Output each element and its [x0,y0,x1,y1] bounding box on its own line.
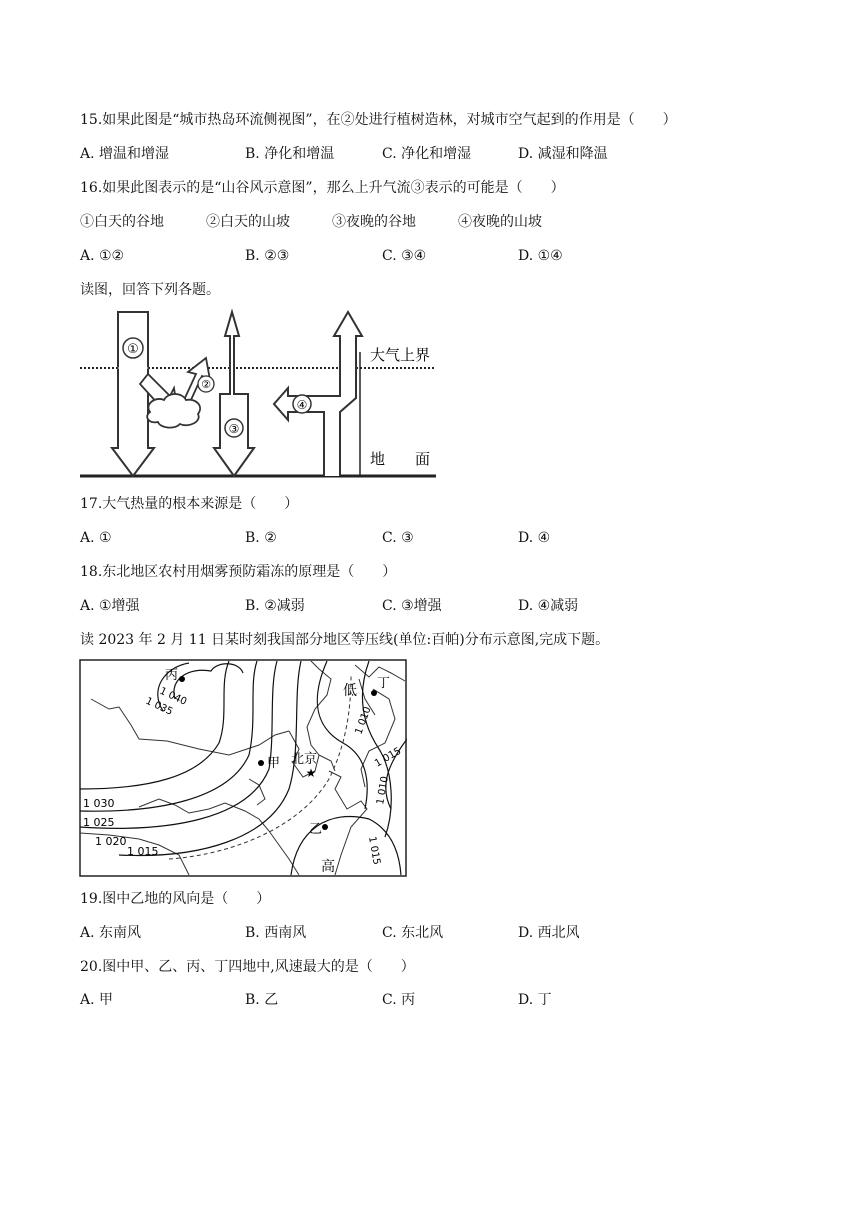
atmosphere-heating-diagram [78,308,440,480]
q19-option-a[interactable]: A. 东南风 [80,925,142,941]
isobar-label-1015-east: 1 015 [373,745,404,770]
arrow-2-label: ② [201,378,211,391]
isobar-map [79,659,407,877]
question-18-options [80,596,780,616]
q15-option-d[interactable]: D. 减湿和降温 [518,146,608,162]
isobar-label-1015-west: 1 015 [127,845,159,858]
isobar-label-1025: 1 025 [83,816,115,829]
q17-option-d[interactable]: D. ④ [518,530,551,546]
q17-option-c[interactable]: C. ③ [382,530,414,546]
question-20-options [80,990,780,1010]
question-19-stem: 19.图中乙地的风向是（ ） [80,891,271,907]
question-16-stem: 16.如果此图表示的是“山谷风示意图”，那么上升气流③表示的可能是（ ） [80,180,565,196]
q15-option-b[interactable]: B. 净化和增温 [245,146,335,162]
question-19-options [80,923,780,943]
place-yi: 乙 [309,822,323,837]
question-17-stem: 17.大气热量的根本来源是（ ） [80,496,299,512]
q19-option-c[interactable]: C. 东北风 [382,925,444,941]
arrow-1-solar-radiation [112,312,154,476]
upper-boundary-label: 大气上界 [370,346,431,364]
q18-option-c[interactable]: C. ③增强 [382,598,442,614]
arrow-4-label: ④ [296,398,308,412]
q17-option-b[interactable]: B. ② [245,530,277,546]
question-20-stem: 20.图中甲、乙、丙、丁四地中,风速最大的是（ ） [80,959,415,975]
low-pressure-center: 低 [343,683,357,699]
arrow-1-label: ① [127,342,139,357]
isobar-label-1040: 1 040 [157,685,189,708]
place-ding: 丁 [377,676,391,691]
point-bing-marker [179,676,185,682]
q16-option-d[interactable]: D. ①④ [518,248,563,264]
arrow-3-label: ③ [228,422,240,436]
question-16-choices: ①白天的谷地 ②白天的山坡 ③夜晚的谷地 ④夜晚的山坡 [80,214,542,230]
question-18-stem: 18.东北地区农村用烟雾预防霜冻的原理是（ ） [80,564,397,580]
question-15-options [80,144,780,164]
question-17-options [80,528,780,548]
arrow-3-counter-radiation [214,312,254,476]
isobar-label-1010-north: 1 010 [353,705,374,737]
q19-option-d[interactable]: D. 西北风 [518,925,580,941]
point-yi-marker [322,824,328,830]
ground-label: 地 面 [370,450,431,468]
q17-option-a[interactable]: A. ① [80,530,112,546]
cloud-icon [147,394,200,428]
q16-option-c[interactable]: C. ③④ [382,248,427,264]
q18-option-d[interactable]: D. ④减弱 [518,598,579,614]
q20-option-b[interactable]: B. 乙 [245,992,279,1008]
high-pressure-center: 高 [321,859,335,875]
question-15-stem: 15.如果此图是“城市热岛环流侧视图”，在②处进行植树造林，对城市空气起到的作用是（ ） [80,112,677,128]
isobar-label-1015-south: 1 015 [366,835,382,866]
q16-option-b[interactable]: B. ②③ [245,248,290,264]
q18-option-a[interactable]: A. ①增强 [80,598,140,614]
point-jia-marker [258,760,264,766]
q20-option-a[interactable]: A. 甲 [80,992,114,1008]
arrow-4-ground-radiation [274,312,362,476]
isobar-label-1035: 1 035 [143,695,175,718]
q15-option-a[interactable]: A. 增温和增湿 [80,146,170,162]
isobar-label-1010-east: 1 010 [375,775,391,806]
q16-option-a[interactable]: A. ①② [80,248,125,264]
question-16-options [80,246,780,266]
place-beijing: 北京 [291,752,318,767]
isobar-label-1030: 1 030 [83,797,115,810]
q20-option-c[interactable]: C. 丙 [382,992,416,1008]
q15-option-c[interactable]: C. 净化和增湿 [382,146,472,162]
place-bing: 丙 [165,668,179,683]
beijing-star-icon: ★ [305,766,317,780]
q20-option-d[interactable]: D. 丁 [518,992,552,1008]
q19-option-b[interactable]: B. 西南风 [245,925,307,941]
read-figure-instruction: 读图，回答下列各题。 [80,282,220,298]
place-jia: 甲 [267,756,281,771]
isobar-label-1020: 1 020 [95,835,127,848]
read-isobar-instruction: 读 2023 年 2 月 11 日某时刻我国部分地区等压线(单位:百帕)分布示意图,完成下题。 [80,632,610,648]
q18-option-b[interactable]: B. ②减弱 [245,598,305,614]
